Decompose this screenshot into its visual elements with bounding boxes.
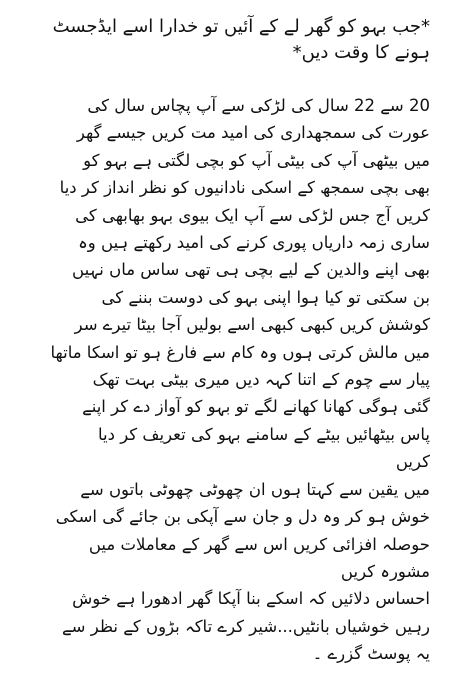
body-line: مشورہ کریں — [340, 561, 430, 581]
body-line: رہیں خوشیاں بانٹیں...شیر کرے تاکہ بڑوں کے نظر سے — [62, 616, 430, 636]
body-line: میں یقین سے کہتا ہوں ان چھوٹی چھوٹی باتوں سے — [80, 479, 430, 499]
body-line: پاس بیٹھائیں بیٹے کے سامنے بہو کی تعریف کر دیا — [97, 424, 430, 444]
body-line: احساس دلائیں کہ اسکے بنا آپکا گھر ادھورا ہے خوش — [72, 589, 430, 609]
post-body — [20, 92, 430, 668]
body-line: بھی بچی سمجھ کے اسکی نادانیوں کو نظر انداز کر دیا — [59, 178, 430, 198]
body-line: کریں — [395, 452, 430, 472]
body-line: میں مالش کرتی ہوں وہ کام سے فارغ ہو تو اسکا ماتھا — [50, 342, 430, 362]
body-line: گئی ہوگی کھانا کھانے لگے تو بہو کو آواز دے کر اپنے — [82, 397, 430, 417]
body-line: ساری زمہ داریاں پوری کرنے کی امید رکھتے ہیں وہ — [78, 233, 430, 253]
body-line: یہ پوسٹ گزرے ۔ — [312, 644, 430, 664]
body-line: 20 سے 22 سال کی لڑکی سے آپ پچاس سال کی — [87, 96, 430, 115]
body-line: کوشش کریں کبھی کبھی اسے بولیں آجا بیٹا تیرے سر — [74, 315, 430, 335]
body-line: حوصلہ افزائی کریں اس سے گھر کے معاملات میں — [88, 534, 430, 554]
paragraph-gap — [20, 66, 430, 92]
body-line: پیار سے چوم کے اتنا کہہ دیں میری بیٹی بہت تھک — [92, 370, 430, 390]
heading-line: *جب بہو کو گھر لے کے آئیں تو خدارا اسے ایڈجسٹ — [52, 16, 430, 37]
body-line: میں بیٹھی آپ کی بیٹی آپ کو بچی لگتی ہے بہو کو — [83, 150, 430, 170]
body-line: عورت کی سمجھداری کی امید مت کریں جیسے گھر — [76, 123, 430, 143]
heading-line: ہونے کا وقت دیں* — [292, 42, 430, 63]
body-line: خوش ہو کر وہ دل و جان سے آپکی بن جائے گی اسکی — [55, 507, 430, 527]
post-heading — [20, 14, 430, 66]
post-content — [20, 14, 430, 668]
body-line: بھی اپنے والدین کے لیے بچی ہی تھی ساس ماں نہیں — [72, 260, 430, 280]
body-line: کریں آج جس لڑکی سے آپ ایک بیوی بہو بھابھی کی — [75, 205, 430, 225]
body-line: بن سکتی تو کیا ہوا اپنی بہو کی دوست بننے کی — [101, 287, 430, 307]
